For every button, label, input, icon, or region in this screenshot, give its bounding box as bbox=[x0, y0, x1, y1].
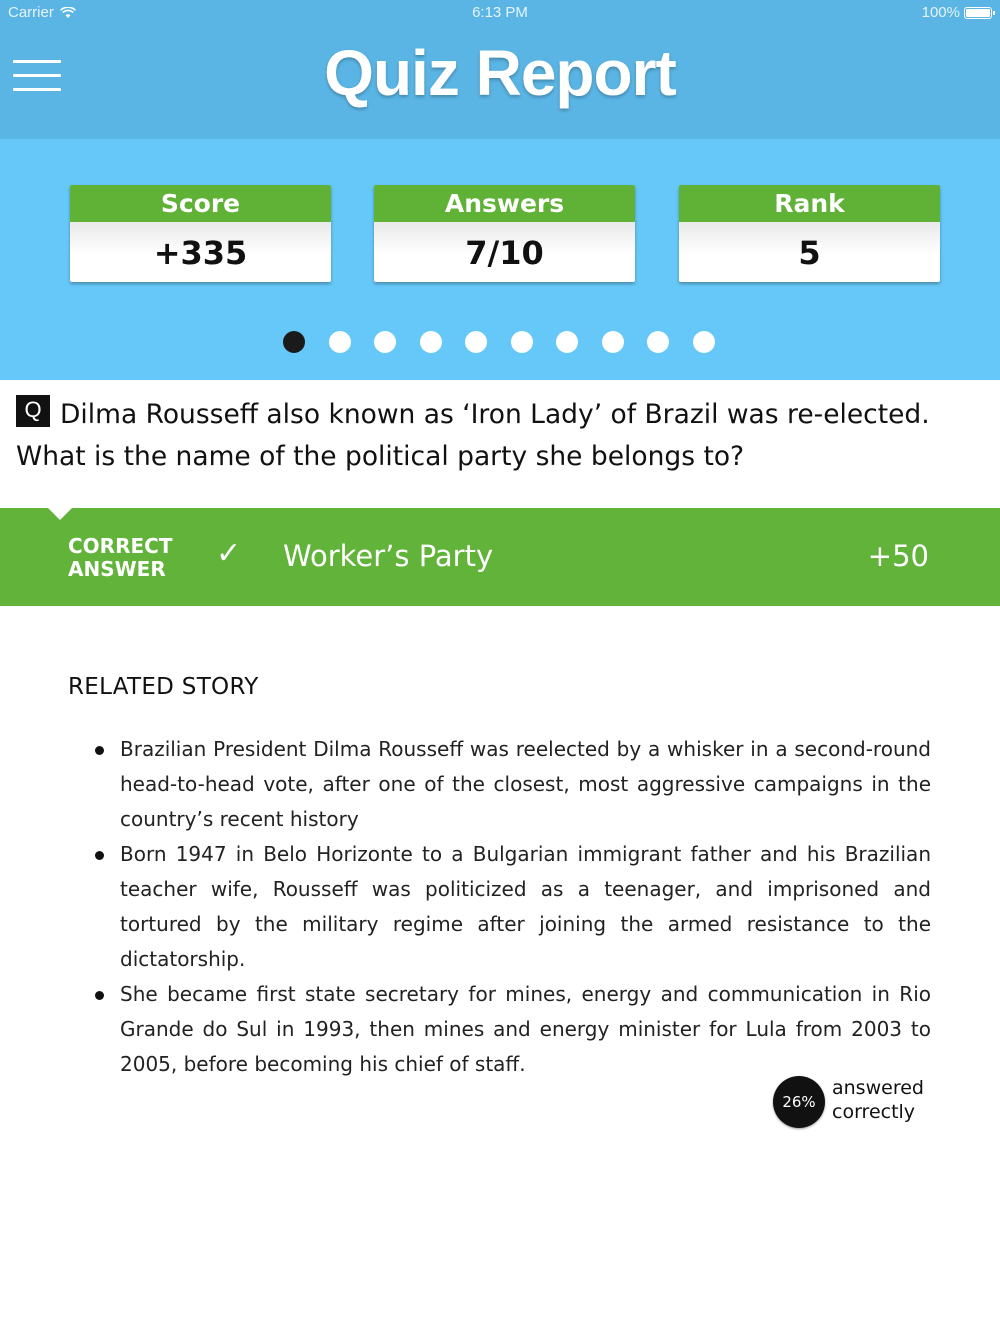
rank-card bbox=[679, 185, 940, 282]
answer-text: Worker’s Party bbox=[283, 539, 494, 573]
percent-correct-label: answered correctly bbox=[832, 1077, 924, 1123]
answer-points: +50 bbox=[867, 539, 929, 573]
rank-label: Rank bbox=[679, 185, 940, 222]
page-dot-10[interactable] bbox=[693, 331, 715, 353]
page-dot-2[interactable] bbox=[329, 331, 351, 353]
page-dot-3[interactable] bbox=[374, 331, 396, 353]
header-bar bbox=[0, 0, 1000, 139]
carrier-label: Carrier bbox=[8, 4, 54, 21]
correct-answer-label: CORRECT ANSWER bbox=[68, 534, 173, 581]
battery-icon bbox=[964, 7, 992, 19]
page-indicator[interactable] bbox=[283, 331, 715, 353]
percent-correct-badge: 26% bbox=[773, 1076, 825, 1128]
score-label: Score bbox=[70, 185, 331, 222]
page-title: Quiz Report bbox=[324, 37, 676, 109]
checkmark-icon: ✓ bbox=[216, 536, 242, 571]
question-block bbox=[16, 394, 988, 478]
page-dot-1[interactable] bbox=[283, 331, 305, 353]
page-dot-8[interactable] bbox=[602, 331, 624, 353]
page-dot-6[interactable] bbox=[511, 331, 533, 353]
correct-answer-band bbox=[0, 508, 1000, 606]
stats-band bbox=[0, 139, 1000, 380]
page-dot-4[interactable] bbox=[420, 331, 442, 353]
page-dot-9[interactable] bbox=[647, 331, 669, 353]
status-time: 6:13 PM bbox=[472, 4, 528, 21]
list-item: Brazilian President Dilma Rousseff was reelected by a whisker in a second-round head-to-head vote, after one of the closest, most aggressive campaigns in the country’s recent history bbox=[120, 732, 931, 837]
answers-label: Answers bbox=[374, 185, 635, 222]
list-item: She became first state secretary for mines, energy and communication in Rio Grande do Sul in 1993, then mines and energy minister for Lula from 2003 to 2005, before becoming his chief of staff. bbox=[120, 977, 931, 1082]
related-story-heading: RELATED STORY bbox=[68, 674, 259, 700]
question-badge: Q bbox=[16, 395, 50, 427]
list-item: Born 1947 in Belo Horizonte to a Bulgarian immigrant father and his Brazilian teacher wife, Rousseff was politicized as a teenager, and imprisoned and tortured by the military regime after joining the armed resistance to the dictatorship. bbox=[120, 837, 931, 977]
pointer-notch bbox=[46, 506, 74, 520]
page-dot-7[interactable] bbox=[556, 331, 578, 353]
page-dot-5[interactable] bbox=[465, 331, 487, 353]
rank-value: 5 bbox=[679, 222, 940, 282]
battery-percent: 100% bbox=[921, 4, 960, 21]
status-battery bbox=[922, 4, 992, 21]
score-card bbox=[70, 185, 331, 282]
score-value: +335 bbox=[70, 222, 331, 282]
related-story-list bbox=[120, 732, 931, 1082]
answers-value: 7/10 bbox=[374, 222, 635, 282]
question-text: Dilma Rousseff also known as ‘Iron Lady’ of Brazil was re-elected. What is the name of the political party she belongs to? bbox=[16, 399, 930, 472]
answers-card bbox=[374, 185, 635, 282]
